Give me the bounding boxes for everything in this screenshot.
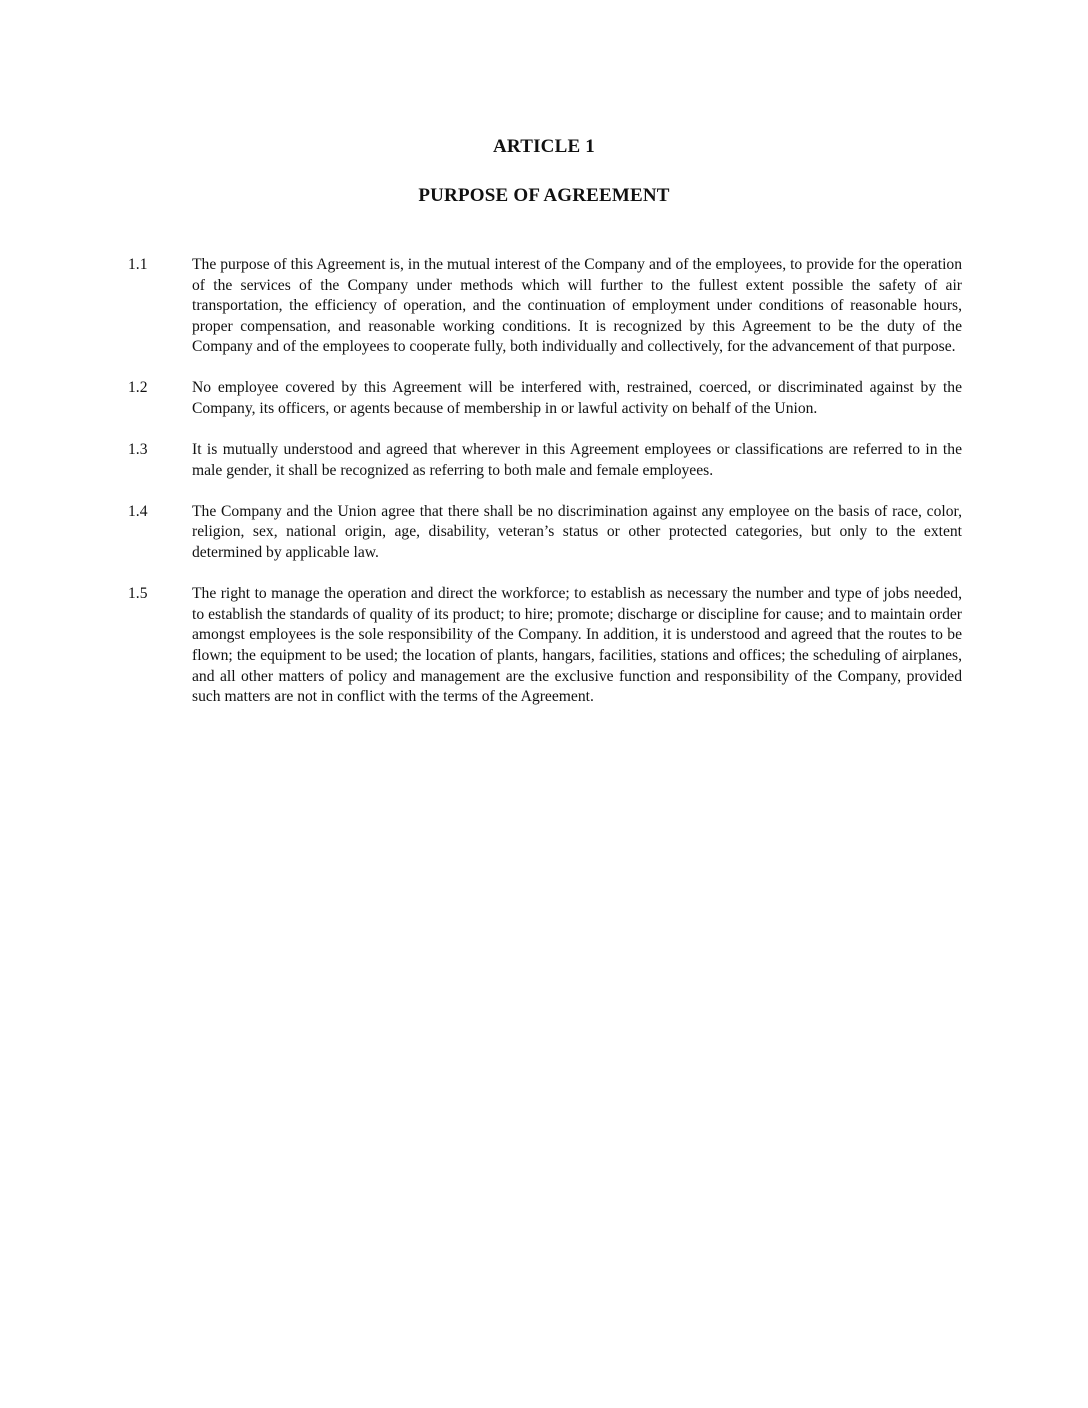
- section-1-4: [128, 502, 962, 564]
- section-1-3: [128, 440, 962, 481]
- section-number: 1.3: [128, 441, 148, 459]
- section-1-2: [128, 378, 962, 419]
- section-number: 1.2: [128, 379, 148, 397]
- article-title: ARTICLE 1: [493, 136, 595, 157]
- section-text: It is mutually understood and agreed that wherever in this Agreement employees or classifications are referred to in the male gender, it shall be recognized as referring to both male and female employees.: [192, 441, 962, 479]
- section-1-5: [128, 584, 962, 708]
- section-text: The purpose of this Agreement is, in the mutual interest of the Company and of the employees, to provide for the operation of the services of the Company under methods which will further to the fullest extent possible the safety of air transportation, the efficiency of operation, and the continuation of employment under conditions of reasonable hours, proper compensation, and reasonable working conditions. It is recognized by this Agreement to be the duty of the Company and of the employees to cooperate fully, both individually and collectively, for the advancement of that purpose.: [192, 256, 962, 356]
- sections-list: [128, 255, 962, 728]
- section-number: 1.1: [128, 256, 148, 273]
- section-number: 1.4: [128, 502, 148, 520]
- section-text: The Company and the Union agree that there shall be no discrimination against any employee on the basis of race, color, religion, sex, national origin, age, disability, veteran’s status or other protected categories, but only to the extent determined by applicable law.: [192, 502, 962, 562]
- section-text: The right to manage the operation and direct the workforce; to establish as necessary the number and type of jobs needed, to establish the standards of quality of its product; to hire; promote; discharge or discipline for cause; and to maintain order amongst employees is the sole responsibility of the Company. In addition, it is understood and agreed that the routes to be flown; the equipment to be used; the location of plants, hangars, facilities, stations and offices; the scheduling of airplanes, and all other matters of policy and management are the exclusive function and responsibility of the Company, provided such matters are not in conflict with the terms of the Agreement.: [192, 585, 962, 706]
- section-text: No employee covered by this Agreement will be interfered with, restrained, coerced, or discriminated against by the Company, its officers, or agents because of membership in or lawful activity on behalf of the Union.: [192, 379, 962, 418]
- section-number: 1.5: [128, 585, 148, 603]
- article-subtitle: PURPOSE OF AGREEMENT: [418, 185, 670, 206]
- section-1-1: [128, 255, 962, 358]
